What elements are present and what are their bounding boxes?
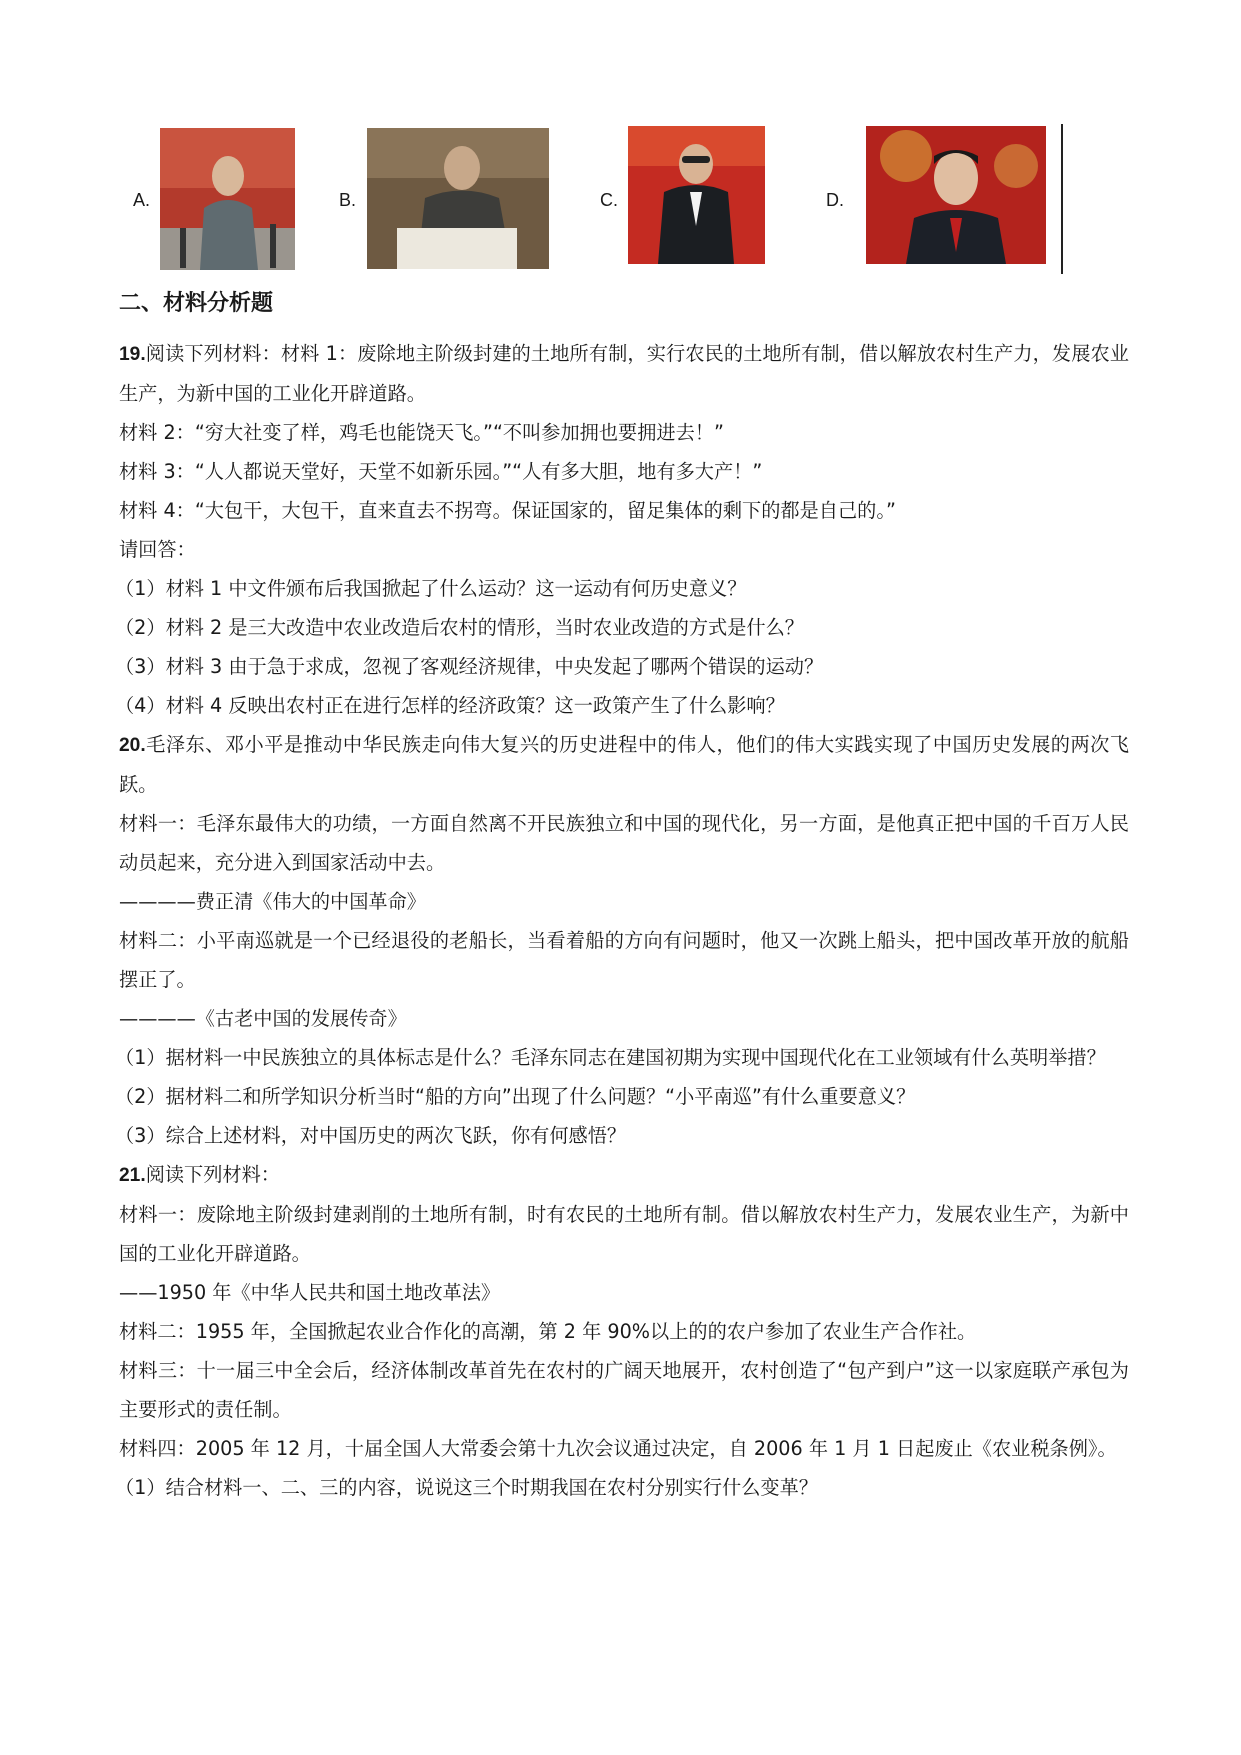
q19-material-4: 材料 4：“大包干，大包干，直来直去不拐弯。保证国家的，留足集体的剩下的都是自己的。” bbox=[119, 499, 896, 522]
q20-intro bbox=[119, 725, 1129, 804]
q19-question-3: （3）材料 3 由于急于求成，忽视了客观经济规律，中央发起了哪两个错误的运动？ bbox=[115, 655, 824, 678]
section-title: 二、材料分析题 bbox=[119, 291, 274, 316]
q19-material-2: 材料 2：“穷大社变了样，鸡毛也能饶天飞。”“不叫参加拥也要拥进去！” bbox=[119, 421, 724, 444]
option-c-photo bbox=[628, 126, 765, 264]
option-a-photo bbox=[160, 128, 295, 270]
q19-intro bbox=[119, 334, 1129, 413]
q20-material-1: 材料一：毛泽东最伟大的功绩，一方面自然离不开民族独立和中国的现代化，另一方面，是他真正把中国的千百万人民动员起来，充分进入到国家活动中去。 bbox=[119, 812, 1129, 874]
q20-material-1-source: ————费正清《伟大的中国革命》 bbox=[119, 890, 426, 913]
option-a-label: A. bbox=[133, 190, 151, 210]
q19-question-1: （1）材料 1 中文件颁布后我国掀起了什么运动？这一运动有何历史意义？ bbox=[115, 577, 747, 600]
q20-material-2: 材料二：小平南巡就是一个已经退役的老船长，当看着船的方向有问题时，他又一次跳上船头，把中国改革开放的航船摆正了。 bbox=[119, 929, 1129, 991]
option-d-photo bbox=[866, 126, 1046, 264]
q20-number: 20. bbox=[119, 735, 146, 756]
q19-material-3: 材料 3：“人人都说天堂好，天堂不如新乐园。”“人有多大胆，地有多大产！” bbox=[119, 460, 763, 483]
q21-material-2: 材料二：1955 年，全国掀起农业合作化的高潮，第 2 年 90%以上的的农户参加了农业生产合作社。 bbox=[119, 1320, 977, 1343]
q20-material-2-source: ————《古老中国的发展传奇》 bbox=[119, 1007, 407, 1030]
q21-material-3: 材料三：十一届三中全会后，经济体制改革首先在农村的广阔天地展开，农村创造了“包产到户”这一以家庭联产承包为主要形式的责任制。 bbox=[119, 1359, 1129, 1421]
option-c-label: C. bbox=[600, 190, 618, 210]
option-d-label: D. bbox=[826, 190, 844, 210]
q21-question-1: （1）结合材料一、二、三的内容，说说这三个时期我国在农村分别实行什么变革？ bbox=[115, 1476, 818, 1499]
q21-intro-text: 阅读下列材料： bbox=[145, 1163, 280, 1186]
q19-question-2: （2）材料 2 是三大改造中农业改造后农村的情形，当时农业改造的方式是什么？ bbox=[115, 616, 804, 639]
q21-material-1-source: ——1950 年《中华人民共和国土地改革法》 bbox=[119, 1281, 501, 1304]
q21-number: 21. bbox=[119, 1165, 146, 1186]
q20-intro-text: 毛泽东、邓小平是推动中华民族走向伟大复兴的历史进程中的伟人，他们的伟大实践实现了中国历史发展的两次飞跃。 bbox=[119, 733, 1129, 796]
answer-options-row bbox=[0, 0, 1241, 280]
q19-prompt: 请回答： bbox=[119, 538, 196, 561]
q21-material-4: 材料四：2005 年 12 月，十届全国人大常委会第十九次会议通过决定，自 2006 年 1 月 1 日起废止《农业税条例》。 bbox=[119, 1437, 1117, 1460]
vertical-rule bbox=[1061, 124, 1063, 274]
q19-question-4: （4）材料 4 反映出农村正在进行怎样的经济政策？这一政策产生了什么影响？ bbox=[115, 694, 785, 717]
q20-question-2: （2）据材料二和所学知识分析当时“船的方向”出现了什么问题？“小平南巡”有什么重要意义？ bbox=[115, 1085, 916, 1108]
material-analysis-section bbox=[115, 334, 1129, 1507]
q21-material-1: 材料一：废除地主阶级封建剥削的土地所有制，时有农民的土地所有制。借以解放农村生产力，发展农业生产，为新中国的工业化开辟道路。 bbox=[119, 1203, 1129, 1265]
q20-question-3: （3）综合上述材料，对中国历史的两次飞跃，你有何感悟？ bbox=[115, 1124, 627, 1147]
q19-intro-text: 阅读下列材料：材料 1：废除地主阶级封建的土地所有制，实行农民的土地所有制，借以解放农村生产力，发展农业生产，为新中国的工业化开辟道路。 bbox=[119, 342, 1129, 405]
q19-number: 19. bbox=[119, 344, 146, 365]
option-b-label: B. bbox=[339, 190, 357, 210]
option-b-photo bbox=[367, 128, 549, 269]
q21-intro bbox=[119, 1155, 1129, 1195]
q20-question-1: （1）据材料一中民族独立的具体标志是什么？毛泽东同志在建国初期为实现中国现代化在工业领域有什么英明举措？ bbox=[115, 1046, 1106, 1069]
